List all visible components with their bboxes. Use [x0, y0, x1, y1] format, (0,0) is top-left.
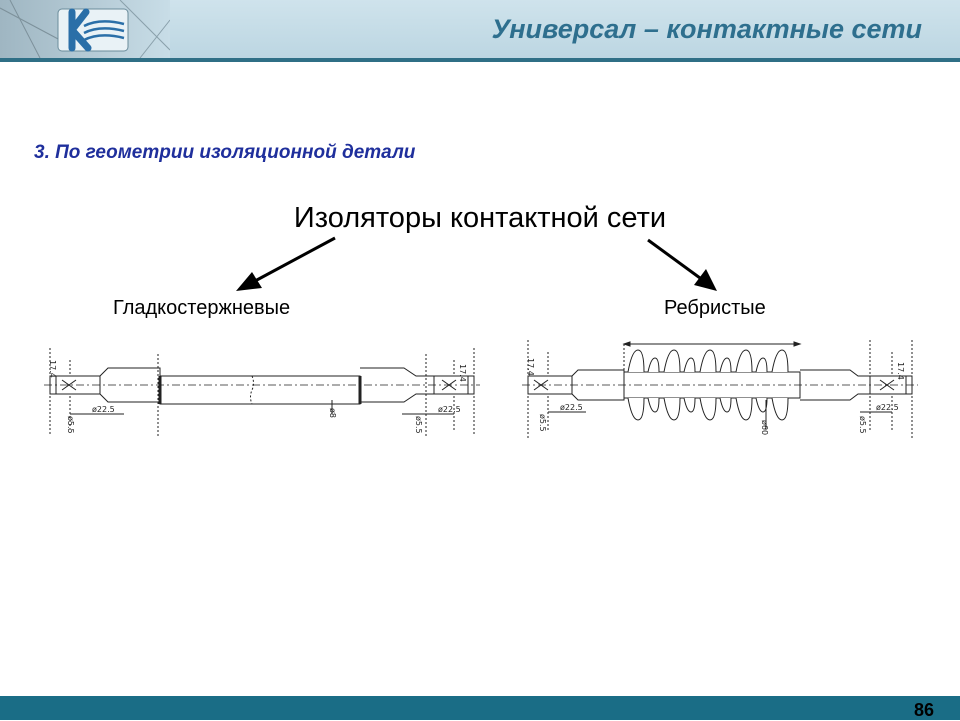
ribbed-label: Ребристые [664, 297, 766, 319]
dim-label: ø5.5 [414, 416, 423, 434]
dim-label: 17.4 [48, 360, 57, 378]
dim-label: 17.4 [458, 364, 467, 382]
dim-label: 17.4 [526, 358, 535, 376]
dim-label: ø8 [328, 408, 337, 418]
slide-subtitle: 3. По геометрии изоляционной детали [34, 142, 416, 163]
dim-label: ø5.5 [66, 416, 75, 434]
dim-label: ø5.5 [538, 414, 547, 432]
dim-label: ø5.5 [858, 416, 867, 434]
arrow-icon [648, 240, 717, 291]
dim-label: ø22.5 [560, 403, 583, 412]
dim-label: 17.4 [896, 362, 905, 380]
page-number: 86 [913, 700, 934, 720]
smooth-rod-insulator-drawing [42, 340, 482, 440]
ribbed-insulator-drawing [520, 330, 920, 442]
dim-label: ø22.5 [876, 403, 899, 412]
dim-label: ø22.5 [92, 405, 115, 414]
dim-label: ø22.5 [438, 405, 461, 414]
slide-main-title: Изоляторы контактной сети [293, 202, 667, 234]
footer-bar [0, 696, 960, 720]
dim-label: ø60 [760, 420, 769, 436]
header-divider [0, 58, 960, 62]
arrow-icon [236, 238, 335, 291]
header-title: Универсал – контактные сети [491, 14, 922, 44]
smooth-rod-label: Гладкостержневые [113, 297, 291, 319]
company-logo-icon [0, 0, 170, 58]
